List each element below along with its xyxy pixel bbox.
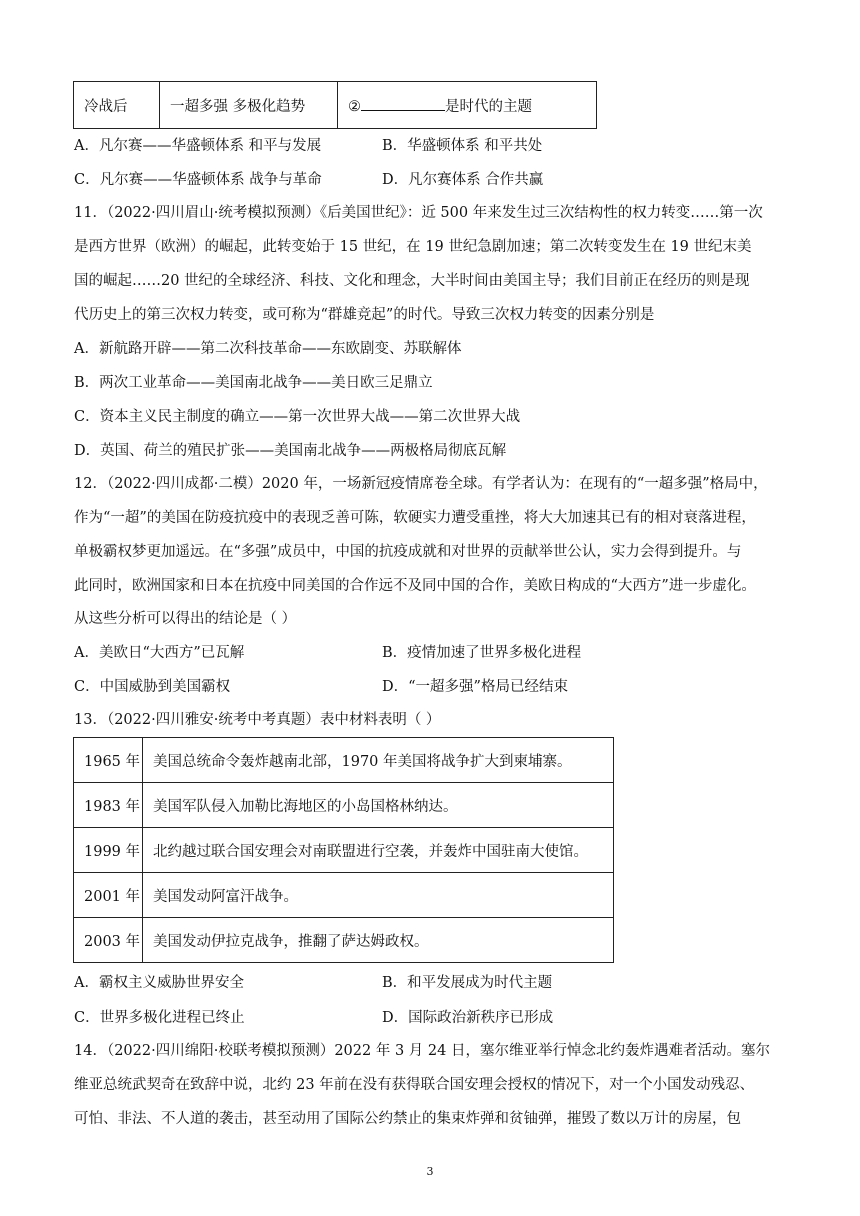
year-cell: 1999 年 (74, 828, 143, 873)
q11-option-d: D．英国、荷兰的殖民扩张——美国南北战争——两极格局彻底瓦解 (74, 443, 507, 459)
event-cell: 美国发动阿富汗战争。 (143, 873, 614, 918)
q11-option-c: C．资本主义民主制度的确立——第一次世界大战——第二次世界大战 (74, 409, 521, 425)
q10-option-d: D．凡尔赛体系 合作共赢 (382, 172, 544, 188)
answer-blank (361, 96, 445, 111)
cold-war-table (73, 81, 597, 129)
events-table (73, 737, 614, 963)
table-row (74, 873, 614, 918)
event-cell: 美国总统命令轰炸越南北部，1970 年美国将战争扩大到柬埔寨。 (143, 738, 614, 783)
year-cell: 2001 年 (74, 873, 143, 918)
period-cell: 冷战后 (74, 82, 160, 129)
pattern-cell: 一超多强 多极化趋势 (160, 82, 338, 129)
q10-option-b: B．华盛顿体系 和平共处 (382, 138, 543, 154)
year-cell: 2003 年 (74, 918, 143, 963)
table-row (74, 738, 614, 783)
q11-stem-line: 是西方世界（欧洲）的崛起，此转变始于 15 世纪，在 19 世纪急剧加速；第二次转变发生在 19 世纪末美 (74, 239, 752, 255)
q14-stem-line: 14．（2022·四川绵阳·校联考模拟预测）2022 年 3 月 24 日，塞尔维亚举行悼念北约轰炸遇难者活动。塞尔 (74, 1043, 770, 1059)
circled-number: ② (348, 98, 361, 115)
q11-stem-line: 代历史上的第三次权力转变，或可称为“群雄竞起”的时代。导致三次权力转变的因素分别是 (74, 307, 655, 323)
theme-suffix: 是时代的主题 (445, 98, 532, 115)
q10-option-c: C．凡尔赛——华盛顿体系 战争与革命 (74, 172, 322, 188)
q12-stem-line: 作为“一超”的美国在防疫抗疫中的表现乏善可陈，软硬实力遭受重挫，将大大加速其已有的相对衰落进程， (74, 510, 756, 526)
year-cell: 1983 年 (74, 783, 143, 828)
table-row (74, 918, 614, 963)
q13-stem: 13．（2022·四川雅安·统考中考真题）表中材料表明（ ） (74, 712, 441, 728)
q12-option-b: B．疫情加速了世界多极化进程 (382, 645, 582, 661)
q12-option-d: D．“一超多强”格局已经结束 (382, 679, 568, 695)
q13-option-d: D．国际政治新秩序已形成 (382, 1010, 554, 1026)
table-row (74, 828, 614, 873)
q12-stem-line: 12．（2022·四川成都·二模）2020 年，一场新冠疫情席卷全球。有学者认为：在现有的“一超多强”格局中， (74, 476, 768, 492)
q12-option-a: A．美欧日“大西方”已瓦解 (74, 645, 245, 661)
table-row (74, 783, 614, 828)
q12-stem-line: 此同时，欧洲国家和日本在抗疫中同美国的合作远不及同中国的合作，美欧日构成的“大西方”进一步虚化。 (74, 578, 756, 594)
theme-cell (338, 82, 597, 129)
page-number: 3 (426, 1165, 434, 1178)
q11-stem-line: 国的崛起……20 世纪的全球经济、科技、文化和理念，大半时间由美国主导；我们目前正在经历的则是现 (74, 273, 750, 289)
q14-stem-line: 可怕、非法、不人道的袭击，甚至动用了国际公约禁止的集束炸弹和贫铀弹，摧毁了数以万计的房屋，包 (74, 1111, 741, 1127)
q12-stem-line: 单极霸权梦更加遥远。在“多强”成员中，中国的抗疫成就和对世界的贡献举世公认，实力会得到提升。与 (74, 544, 742, 560)
q11-option-b: B．两次工业革命——美国南北战争——美日欧三足鼎立 (74, 375, 433, 391)
q12-option-c: C．中国威胁到美国霸权 (74, 679, 231, 695)
event-cell: 美国发动伊拉克战争，推翻了萨达姆政权。 (143, 918, 614, 963)
event-cell: 美国军队侵入加勒比海地区的小岛国格林纳达。 (143, 783, 614, 828)
q10-option-a: A．凡尔赛——华盛顿体系 和平与发展 (74, 138, 322, 154)
event-cell: 北约越过联合国安理会对南联盟进行空袭，并轰炸中国驻南大使馆。 (143, 828, 614, 873)
q11-stem-line: 11．（2022·四川眉山·统考模拟预测）《后美国世纪》：近 500 年来发生过三次结构性的权力转变……第一次 (74, 205, 763, 221)
q13-option-a: A．霸权主义威胁世界安全 (74, 975, 244, 991)
q14-stem-line: 维亚总统武契奇在致辞中说，北约 23 年前在没有获得联合国安理会授权的情况下，对一个小国发动残忍、 (74, 1077, 755, 1093)
q13-option-c: C．世界多极化进程已终止 (74, 1010, 245, 1026)
year-cell: 1965 年 (74, 738, 143, 783)
q11-option-a: A．新航路开辟——第二次科技革命——东欧剧变、苏联解体 (74, 341, 462, 357)
q12-stem-line: 从这些分析可以得出的结论是（ ） (74, 611, 297, 627)
table-row (74, 82, 597, 129)
q13-option-b: B．和平发展成为时代主题 (382, 975, 553, 991)
